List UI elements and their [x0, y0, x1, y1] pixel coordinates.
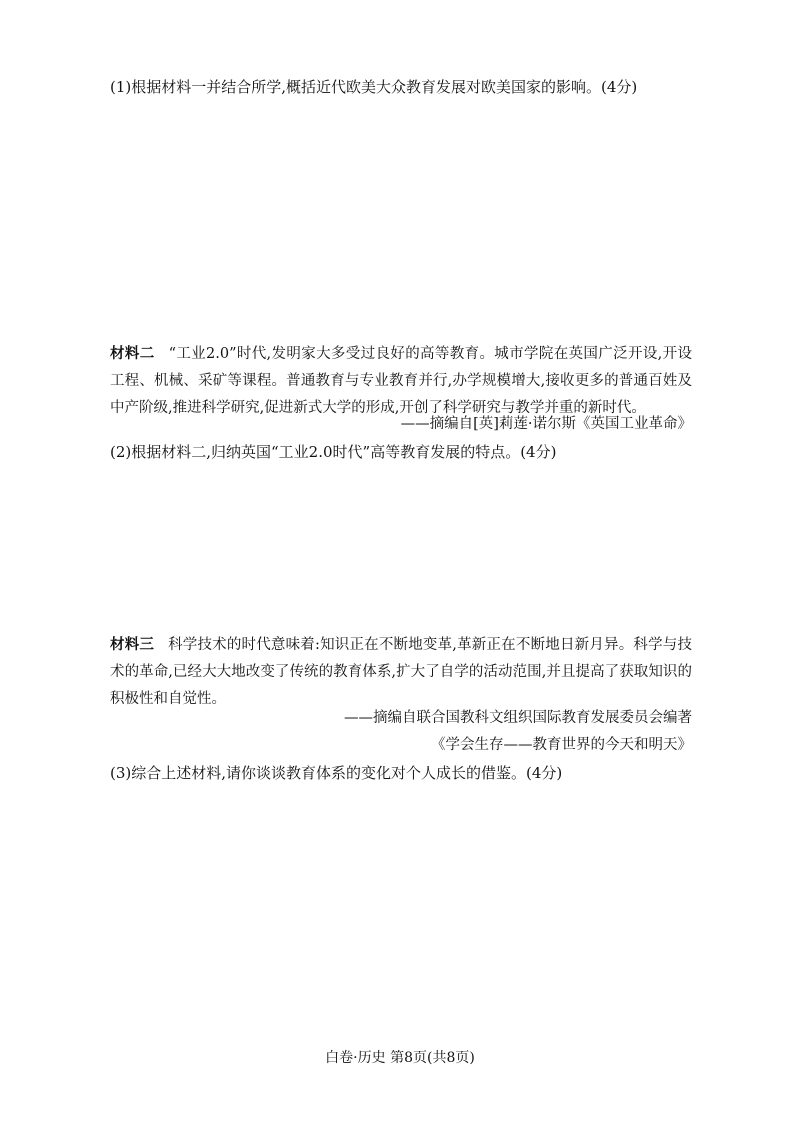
question-3-text: (3)综合上述材料,请你谈谈教育体系的变化对个人成长的借鉴。(4分): [110, 764, 563, 782]
material-2-source: [110, 412, 692, 437]
material-3-source-line-2: [110, 733, 692, 758]
material-2: [110, 340, 692, 422]
material-3-source-line-1-text: ——摘编自联合国教科文组织国际教育发展委员会编著: [344, 710, 692, 726]
material-3-text: 科学技术的时代意味着:知识正在不断地变革,革新正在不断地日新月异。科学与技术的革命,已经大大地改变了传统的教育体系,扩大了自学的活动范围,并且提高了获取知识的积极性和自觉性。: [110, 637, 692, 707]
material-3: [110, 631, 692, 713]
material-2-source-text: ——摘编自[英]莉莲·诺尔斯《英国工业革命》: [400, 416, 692, 432]
question-1-text: (1)根据材料一并结合所学,概括近代欧美大众教育发展对欧美国家的影响。(4分): [110, 78, 638, 96]
question-1: [110, 76, 692, 98]
question-2-text: (2)根据材料二,归纳英国“工业2.0时代”高等教育发展的特点。(4分): [110, 443, 557, 461]
material-2-text: “工业2.0”时代,发明家大多受过良好的高等教育。城市学院在英国广泛开设,开设工程、机械、采矿等课程。普通教育与专业教育并行,办学规模增大,接收更多的普通百姓及中产阶级,推进科学研究,促进新式大学的形成,开创了科学研究与教学并重的新时代。: [110, 346, 692, 416]
page-footer: [0, 1048, 800, 1068]
material-3-source-line-1: [110, 706, 692, 731]
question-3: [110, 762, 692, 784]
material-3-label: 材料三: [110, 636, 155, 653]
material-2-label: 材料二: [110, 345, 155, 362]
question-2: [110, 441, 692, 463]
page-footer-text: 白卷·历史 第8页(共8页): [325, 1050, 475, 1066]
material-3-source-line-2-text: 《学会生存——教育世界的今天和明天》: [431, 737, 692, 753]
